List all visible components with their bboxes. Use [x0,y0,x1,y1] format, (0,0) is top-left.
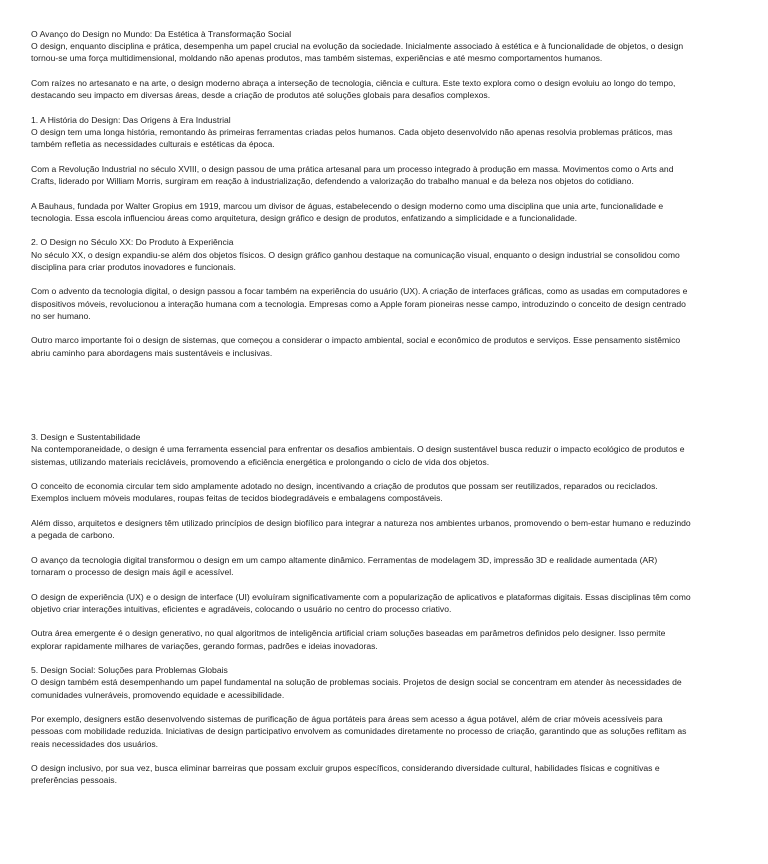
section-3-heading: 3. Design e Sustentabilidade [31,432,141,443]
section-3-paragraph-6: Outra área emergente é o design generativo, no qual algoritmos de inteligência artificial criam soluções baseadas em parâmetros definidos pelo designer. Isso permite explorar rapidamente milhares de variações, gerando formas, padrões e ideias inovadoras. [31,628,666,651]
section-1-block [31,114,693,151]
section-2-heading: 2. O Design no Século XX: Do Produto à Experiência [31,237,234,248]
section-1-paragraph-2: Com a Revolução Industrial no século XVIII, o design passou de uma prática artesanal para um processo integrado à produção em massa. Movimentos como o Arts and Crafts, liderado por William Morris, surgiram em reação à industrialização, defendendo a valorização do trabalho manual e da beleza nos objetos do cotidiano. [31,163,674,186]
section-1-heading: 1. A História do Design: Das Origens à Era Industrial [31,114,231,125]
section-3-paragraph-4: O avanço da tecnologia digital transformou o design em um campo altamente dinâmico. Ferramentas de modelagem 3D, impressão 3D e realidade aumentada (AR) tornaram o processo de design mais ágil e acessível. [31,554,658,577]
section-3-paragraph-1: Na contemporaneidade, o design é uma ferramenta essencial para enfrentar os desafios ambientais. O design sustentável busca reduzir o impacto ecológico de produtos e sistemas, utilizando materiais recicláveis, promovendo a eficiência energética e prolongando o ciclo de vida dos objetos. [31,444,685,467]
section-5-paragraph-1: O design também está desempenhando um papel fundamental na solução de problemas sociais. Projetos de design social se concentram em atender às necessidades de comunidades vulneráveis, promovendo equidade e acessibilidade. [31,677,682,700]
intro-paragraph-2: Com raízes no artesanato e na arte, o design moderno abraça a interseção de tecnologia, ciência e cultura. Este texto explora como o design evoluiu ao longo do tempo, destacando seu impacto em diversas áreas, desde a criação de produtos até soluções globais para desafios complexos. [31,78,676,101]
document-page [31,28,693,799]
section-5-paragraph-3: O design inclusivo, por sua vez, busca eliminar barreiras que possam excluir grupos específicos, considerando diversidade cultural, habilidades físicas e cognitivas e preferências pessoais. [31,763,660,786]
intro-block [31,28,693,65]
section-3-paragraph-5: O design de experiência (UX) e o design de interface (UI) evoluíram significativamente com a popularização de aplicativos e plataformas digitais. Essas disciplinas têm como objetivo criar interações intuitivas, eficientes e agradáveis, colocando o usuário no centro do processo criativo. [31,591,691,614]
section-5-block [31,664,693,701]
section-3-paragraph-3: Além disso, arquitetos e designers têm utilizado princípios de design biofílico para integrar a natureza nos ambientes urbanos, promovendo o bem-estar humano e reduzindo a pegada de carbono. [31,517,691,541]
section-3-block [31,431,693,468]
section-2-paragraph-1: No século XX, o design expandiu-se além dos objetos físicos. O design gráfico ganhou destaque na comunicação visual, enquanto o design industrial se consolidou como disciplina para criar produtos inovadores e funcionais. [31,249,680,272]
section-5-heading: 5. Design Social: Soluções para Problemas Globais [31,665,228,676]
page-blank-gap [31,371,693,431]
section-1-paragraph-3: A Bauhaus, fundada por Walter Gropius em 1919, marcou um divisor de águas, estabelecendo o design moderno como uma disciplina que unia arte, funcionalidade e tecnologia. Essa escola influenciou áreas como arquitetura, design gráfico e design de produtos, enfatizando a simplicidade e a funcionalidade. [31,200,664,223]
section-2-block [31,236,693,273]
section-1-paragraph-1: O design tem uma longa história, remontando às primeiras ferramentas criadas pelos humanos. Cada objeto desenvolvido não apenas resolvia problemas práticos, mas também refletia as necessidades culturais e estéticas da época. [31,127,673,150]
intro-paragraph-1: O design, enquanto disciplina e prática, desempenha um papel crucial na evolução da sociedade. Inicialmente associado à estética e à funcionalidade de objetos, o design tornou-se uma força multidimensional, moldando não apenas produtos, mas também sistemas, experiências e até mesmo comportamentos humanos. [31,41,684,64]
section-2-paragraph-2: Com o advento da tecnologia digital, o design passou a focar também na experiência do usuário (UX). A criação de interfaces gráficas, como as usadas em computadores e dispositivos móveis, revolucionou a interação humana com a tecnologia. Empresas como a Apple foram pioneiras nesse campo, introduzindo o conceito de design centrado no ser humano. [31,286,688,321]
section-2-paragraph-3: Outro marco importante foi o design de sistemas, que começou a considerar o impacto ambiental, social e econômico de produtos e serviços. Esse pensamento sistêmico abriu caminho para abordagens mais sustentáveis e inclusivas. [31,335,681,358]
section-5-paragraph-2: Por exemplo, designers estão desenvolvendo sistemas de purificação de água portáteis para áreas sem acesso a água potável, além de criar móveis acessíveis para pessoas com mobilidade reduzida. Iniciativas de design participativo envolvem as comunidades diretamente no processo de criação, garantindo que as soluções reflitam as reais necessidades dos usuários. [31,714,687,749]
section-3-paragraph-2: O conceito de economia circular tem sido amplamente adotado no design, incentivando a criação de produtos que possam ser reutilizados, reparados ou reciclados. Exemplos incluem móveis modulares, roupas feitas de tecidos biodegradáveis e embalagens compostáveis. [31,481,658,504]
document-title: O Avanço do Design no Mundo: Da Estética à Transformação Social [31,29,292,39]
